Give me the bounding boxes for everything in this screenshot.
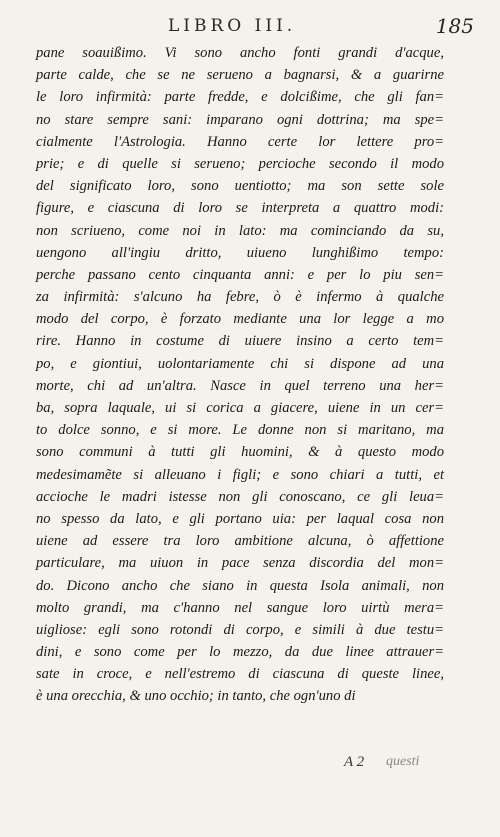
text-line: molto grandi, ma c'hanno nel sangue loro uirtù mera= [36, 599, 444, 616]
text-line: po, e giontiui, uolontariamente chi si dispone ad una [36, 355, 444, 372]
text-line: za infirmità: s'alcuno ha febre, ò è infermo à qualche [36, 289, 444, 306]
text-line: morte, chi ad un'altra. Nasce in quel terreno una her= [36, 377, 444, 394]
text-line: prie; e di quelle si serueno; percioche secondo il modo [36, 155, 444, 172]
page-number: 185 [435, 14, 474, 38]
text-line: è una orecchia, & uno occhio; in tanto, che ogn'uno di [36, 688, 356, 705]
running-title: LIBRO III. [168, 16, 297, 36]
text-line: ba, sopra laquale, ui si corica a giacere, uiene in un cer= [36, 400, 444, 416]
body-text [36, 42, 444, 708]
text-line: parte calde, che se ne serueno a bagnarsi, & a guarirne [36, 67, 444, 84]
text-line: sate in croce, e nell'estremo di ciascuna di queste linee, [36, 666, 444, 683]
page-footer [300, 754, 440, 778]
catchword: questi [386, 754, 420, 769]
text-line: medesimamẽte si alleuano i figli; e sono chiari a tutti, et [36, 466, 444, 483]
text-line: no stare sempre sani: imparano ogni dottrina; ma spe= [36, 111, 444, 128]
text-line: accioche le madri istesse non gli conoscano, ce gli leua= [36, 488, 444, 505]
text-line: dini, e sono come per lo mezzo, da due linee attrauer= [36, 644, 444, 661]
text-line: non scriueno, come noi in lato: ma cominciando da su, [36, 222, 444, 239]
text-line: particulare, ma uiuon in pace senza discordia del mon= [36, 555, 444, 572]
text-line: modo del corpo, è forzato mediante una lor legge a mo [36, 311, 444, 328]
text-line: no spesso da lato, e gli portano uia: per laqual cosa non [36, 510, 444, 527]
signature-mark: A 2 [344, 754, 365, 770]
text-line: uiene ad essere tra loro ambitione alcuna, ò affettione [36, 533, 444, 550]
text-line: do. Dicono ancho che siano in questa Isola animali, non [36, 577, 444, 594]
text-line: cialmente l'Astrologia. Hanno certe lor lettere pro= [36, 133, 444, 150]
running-header [150, 14, 480, 40]
text-line: figure, e ciascuna di loro se interpreta a quattro modi: [36, 200, 444, 217]
text-line: to dolce sonno, e si more. Le donne non si maritano, ma [36, 422, 444, 439]
text-line: sono communi à tutti gli huomini, & à questo modo [36, 444, 444, 461]
text-line: pane soauißimo. Vi sono ancho fonti grandi d'acque, [36, 45, 444, 61]
text-line: rire. Hanno in costume di uiuere insino a certo tem= [36, 333, 444, 350]
text-line: del significato loro, sono uentiotto; ma son sette sole [36, 178, 444, 195]
text-line: uigliose: egli sono rotondi di corpo, e simili à due testu= [36, 621, 444, 638]
text-line: le loro infirmità: parte fredde, e dolcißime, che gli fan= [36, 89, 444, 106]
text-line: perche passano cento cinquanta anni: e per lo piu sen= [36, 266, 444, 283]
text-line: uengono all'ingiu dritto, uiueno lunghißimo tempo: [36, 244, 444, 261]
